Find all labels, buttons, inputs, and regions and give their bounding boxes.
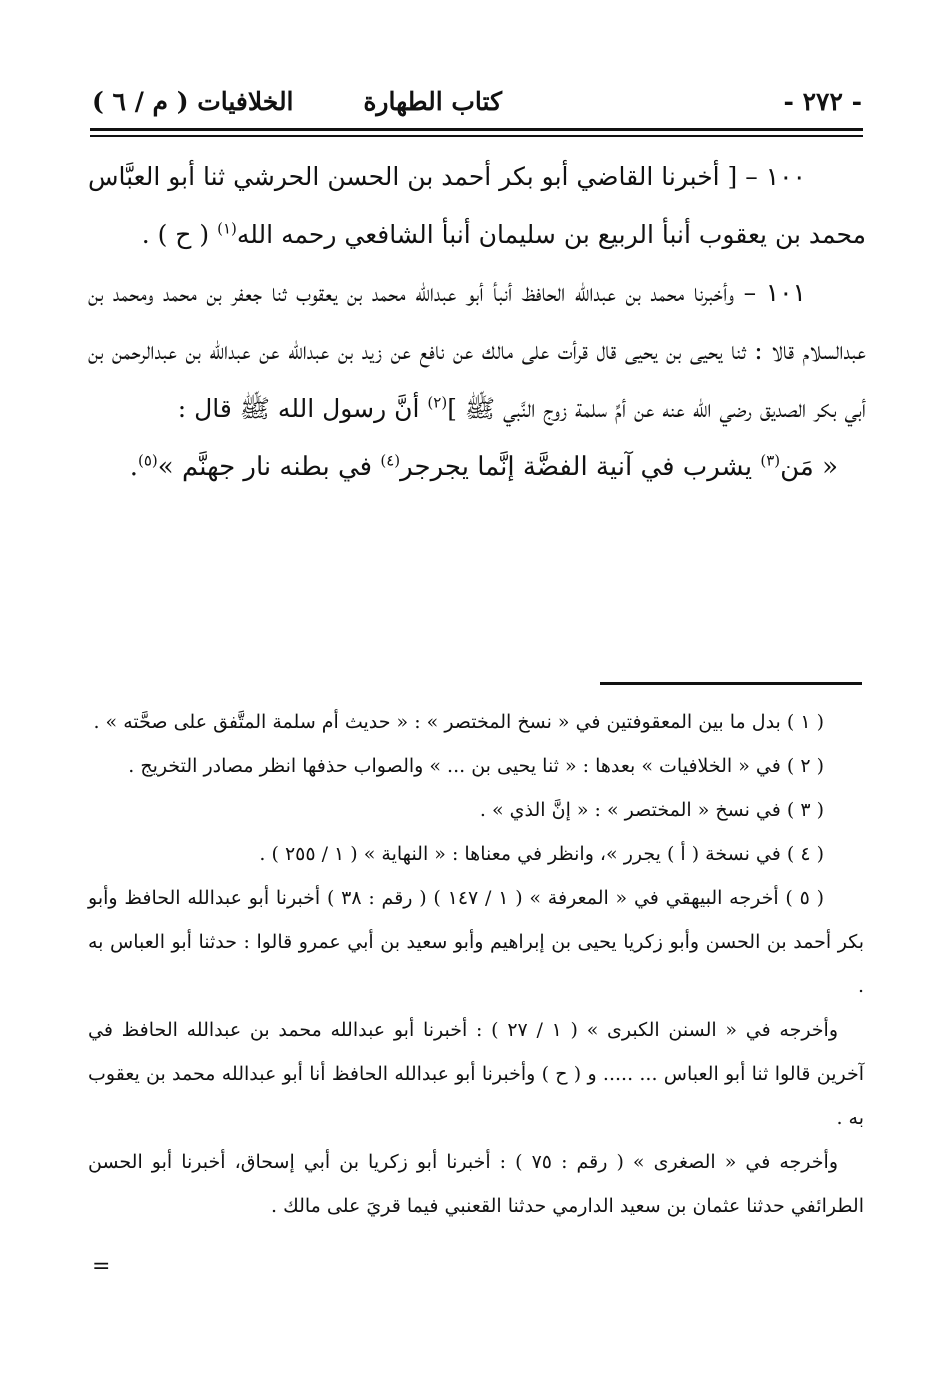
footnote-1: ( ١ ) بدل ما بين المعقوفتين في « نسخ المختصر » : « حديث أم سلمة المتَّفق على صحَّته » . <box>93 711 824 733</box>
footnote-separator <box>600 682 862 685</box>
paragraph-100-text: ١٠٠ – [ أخبرنا القاضي أبو بكر أحمد بن الحسن الحرشي ثنا أبو العبَّاس محمد بن يعقوب أنبأ الربيع بن سليمان أنبأ الشافعي رحمه الله <box>88 162 866 249</box>
page-number: - ٢٧٢ - <box>783 87 862 116</box>
header-rule-thin <box>90 135 863 137</box>
footnote-ref-3: (٣) <box>760 451 781 470</box>
footnote-4: ( ٤ ) في نسخة ( أ ) يجرر »، وانظر في معناها : « النهاية » ( ١ / ٢٥٥ ) . <box>259 843 824 865</box>
paragraph-100-end: ( ح ) . <box>141 220 218 249</box>
main-text <box>88 148 866 496</box>
chapter-title: الخلافيات ( م / ٦ ) <box>92 87 294 116</box>
footnote-2: ( ٢ ) في « الخلافيات » بعدها : « ثنا يحيى بن ... » والصواب حذفها انظر مصادر التخريج . <box>128 755 824 777</box>
footnotes <box>88 700 864 1228</box>
continuation-mark: = <box>92 1254 111 1279</box>
footnote-3: ( ٣ ) في نسخ « المختصر » : « إنَّ الذي » . <box>479 799 824 821</box>
paragraph-101 <box>88 264 866 438</box>
hadith-part-3: في بطنه نار جهنَّم » <box>157 452 381 482</box>
hadith-text <box>88 438 866 496</box>
paragraph-101-text: ١٠١ – وأخبرنا محمد بن عبدالله الحافظ أنبأ أبو عبدالله محمد بن يعقوب ثنا جعفر بن محمد ومحمد بن عبدالسلام قالا : ثنا يحيى بن يحيى قال قرأت على مالك عن نافع عن زيد بن عبدالله عن عبدالله بن عبدالرحمن بن أبي بكر الصديق رضي الله عنه عن أمِّ سلمة زوج النَّبي ﷺ ] <box>88 278 866 423</box>
hadith-part-1: « مَن <box>780 452 838 482</box>
footnote-ref-5: (٥) <box>137 451 158 470</box>
header-rule-thick <box>90 128 863 131</box>
hadith-end: . <box>129 452 138 482</box>
footnote-ref-4: (٤) <box>380 451 401 470</box>
footnote-ref-1: (١) <box>217 219 237 238</box>
running-header <box>92 80 862 124</box>
book-title: كتاب الطهارة <box>363 87 502 116</box>
paragraph-101-end: أنَّ رسول الله ﷺ قال : <box>177 394 428 423</box>
footnote-ref-2: (٢) <box>427 393 448 412</box>
footnote-5-continued-a: وأخرجه في « السنن الكبرى » ( ١ / ٢٧ ) : أخبرنا أبو عبدالله محمد بن عبدالله الحافظ في آخرين قالوا ثنا أبو العباس ... ..... و ( ح ) وأخبرنا أبو عبدالله الحافظ أنا أبو عبدالله محمد بن يعقوب به . <box>88 1019 864 1129</box>
footnote-5: ( ٥ ) أخرجه البيهقي في « المعرفة » ( ١ / ١٤٧ ) ( رقم : ٣٨ ) أخبرنا أبو عبدالله الحافظ وأبو بكر أحمد بن الحسن وأبو زكريا يحيى بن إبراهيم وأبو سعيد بن أبي عمرو قالوا : حدثنا أبو العباس به . <box>88 887 864 997</box>
paragraph-100 <box>88 148 866 264</box>
hadith-part-2: يشرب في آنية الفضَّة إنَّما يجرجر <box>400 452 761 482</box>
footnote-5-continued-b: وأخرجه في « الصغرى » ( رقم : ٧٥ ) : أخبرنا أبو زكريا بن أبي إسحاق، أخبرنا أبو الحسن الطرائفي حدثنا عثمان بن سعيد الدارمي حدثنا القعنبي فيما قريَ على مالك . <box>88 1151 864 1217</box>
